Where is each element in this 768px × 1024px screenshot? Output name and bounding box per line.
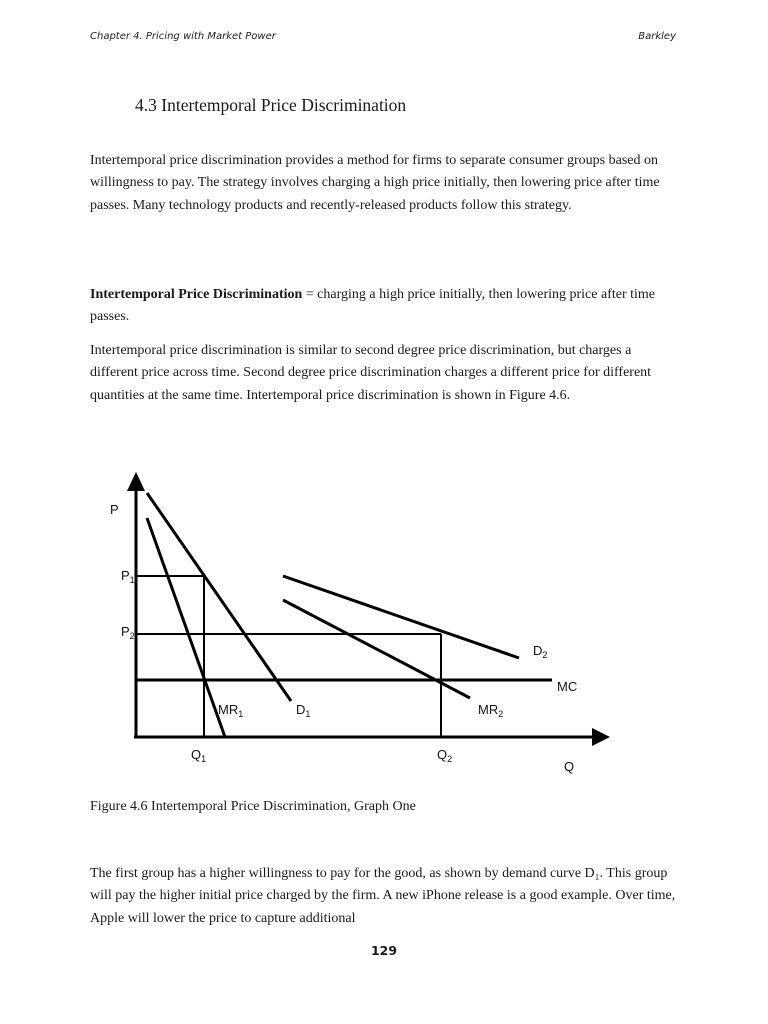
section-title: 4.3 Intertemporal Price Discrimination [135, 95, 407, 115]
definition-paragraph [90, 284, 682, 329]
running-header-author: Barkley [638, 31, 676, 42]
p-axis-label: P [110, 502, 119, 517]
definition-text: = charging a high price initially, then lowering price after time passes. [90, 287, 656, 325]
p1-label: $P_1$ [121, 568, 135, 585]
mc-label: MC [557, 679, 578, 694]
p2-label: $P_2$ [121, 624, 135, 641]
q-axis-arrowhead [592, 728, 610, 746]
q1-label: $Q_1$ [191, 747, 207, 764]
price-discrimination-graph [0, 460, 768, 790]
figure-caption: Figure 4.6 Intertemporal Price Discrimination, Graph One [90, 799, 416, 814]
d2-label: $D_2$ [533, 643, 548, 660]
mr2-label: $MR_2$ [478, 702, 504, 719]
intro-paragraph: Intertemporal price discrimination provides a method for firms to separate consumer groups based on willingness to pay. The strategy involves charging a high price initially, then lowering price after time passes. Many technology products and recently-released products follow this strategy. [90, 153, 660, 213]
p-axis-arrowhead [127, 472, 145, 491]
page-number: 129 [370, 943, 398, 958]
q-axis-label: Q [564, 759, 575, 774]
definition-term: Intertemporal Price Discrimination [90, 287, 303, 302]
demand-curve-d1 [147, 493, 291, 701]
comparison-paragraph: Intertemporal price discrimination is similar to second degree price discrimination, but charges a different price across time. Second degree price discrimination charges a different price for different quantities at the same time. Intertemporal price discrimination is shown in Figure 4.6. [90, 343, 652, 403]
first-group-paragraph: The first group has a higher willingness to pay for the good, as shown by demand curve D₁. This group will pay the higher initial price charged by the firm. A new iPhone release is a good example. Over time, Apple will lower the price to capture additional [90, 866, 676, 926]
d1-label: $D_1$ [296, 702, 311, 719]
running-header-chapter: Chapter 4. Pricing with Market Power [90, 31, 276, 42]
mr1-label: $MR_1$ [218, 702, 244, 719]
q2-label: $Q_2$ [437, 747, 453, 764]
